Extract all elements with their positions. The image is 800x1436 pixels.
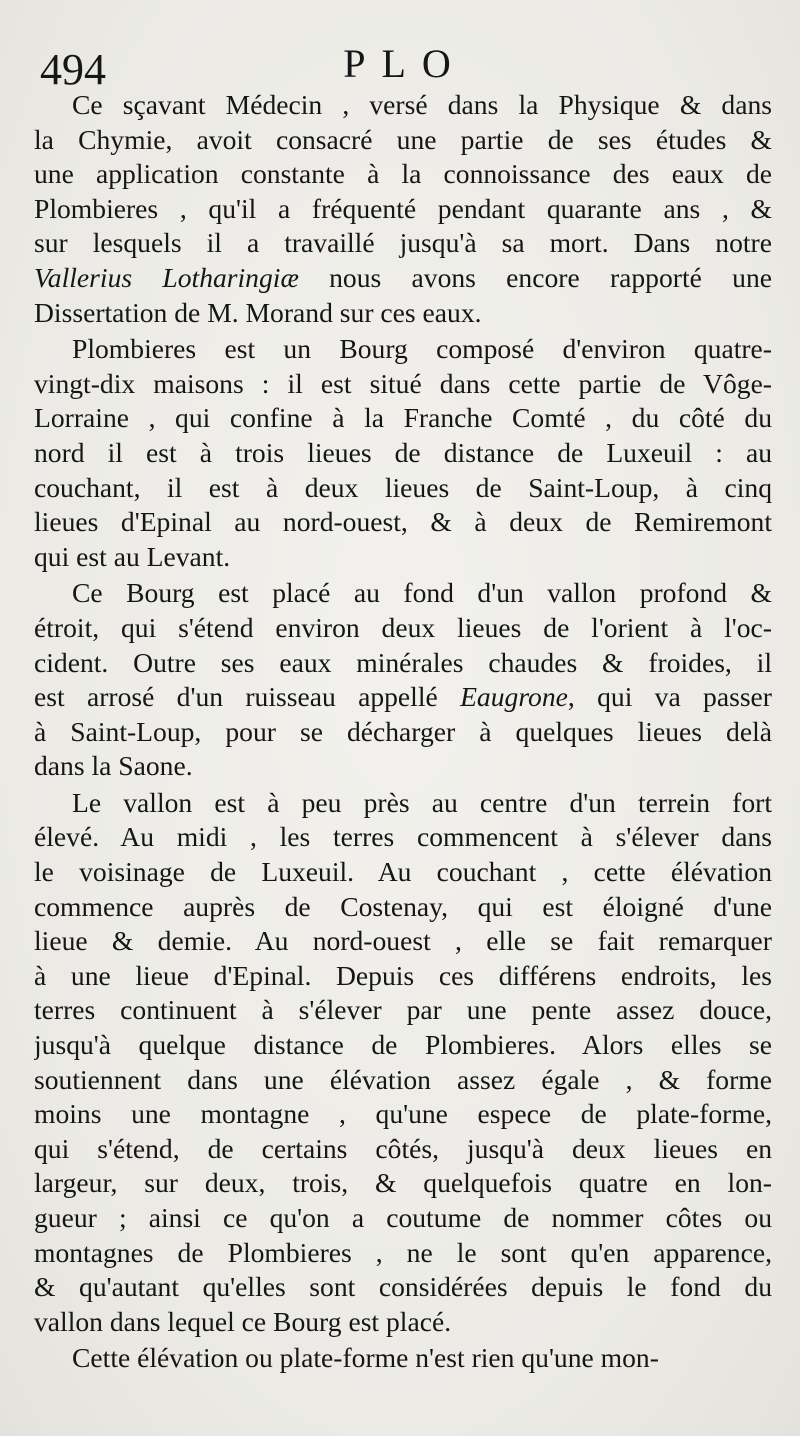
text-run: dans la Saone.	[34, 750, 193, 782]
text-line	[34, 296, 772, 331]
text-line	[34, 471, 772, 506]
text-line	[34, 576, 772, 611]
text-line	[34, 715, 772, 750]
text-run: Dissertation de M. Morand sur ces eaux.	[34, 296, 482, 328]
text-run: nord il est à trois lieues de distance de Luxeuil : au	[34, 436, 772, 468]
text-line	[34, 611, 772, 646]
text-line	[34, 332, 772, 367]
text-run: lieues d'Epinal au nord-ouest, & à deux de Remiremont	[34, 506, 772, 538]
text-line	[34, 401, 772, 436]
text-line	[34, 1270, 772, 1305]
text-line	[34, 88, 772, 123]
text-run: vingt-dix maisons : il est situé dans cette partie de Vôge-	[34, 367, 772, 399]
text-run: soutiennent dans une élévation assez égale , & forme	[34, 1063, 772, 1095]
text-run: à une lieue d'Epinal. Depuis ces différens endroits, les	[34, 959, 772, 991]
running-head: PLO	[343, 41, 467, 86]
text-line	[34, 540, 772, 575]
text-run: jusqu'à quelque distance de Plombieres. Alors elles se	[34, 1029, 772, 1061]
text-run: Ce sçavant Médecin , versé dans la Physique & dans	[72, 89, 772, 120]
page-number: 494	[40, 45, 106, 94]
text-run: élevé. Au midi , les terres commencent à s'élever dans	[34, 821, 772, 853]
text-run: nous avons encore rapporté une	[298, 261, 772, 293]
text-line	[34, 820, 772, 855]
text-line	[34, 505, 772, 540]
text-run: sur lesquels il a travaillé jusqu'à sa mort. Dans notre	[34, 227, 772, 259]
text-line	[34, 890, 772, 925]
text-line	[34, 1063, 772, 1098]
text-run: qui est au Levant.	[34, 540, 231, 572]
text-run: étroit, qui s'étend environ deux lieues de l'orient à l'oc-	[34, 611, 772, 643]
text-run: Cette élévation ou plate-forme n'est rien qu'une mon-	[72, 1342, 659, 1374]
text-line	[34, 226, 772, 261]
paragraph	[34, 786, 772, 1340]
text-run: qui s'étend, de certains côtés, jusqu'à deux lieues en	[34, 1132, 772, 1164]
text-line	[34, 123, 772, 158]
italic-text: Vallerius Lotharingiæ	[34, 261, 299, 293]
italic-text: Eaugrone	[460, 681, 568, 713]
text-line	[34, 1341, 772, 1376]
text-run: largeur, sur deux, trois, & quelquefois quatre en lon-	[34, 1167, 772, 1199]
text-run: commence auprès de Costenay, qui est éloigné d'une	[34, 890, 772, 922]
text-run: Le vallon est à peu près au centre d'un terrein fort	[72, 786, 772, 818]
text-line	[34, 1028, 772, 1063]
text-line	[34, 367, 772, 402]
text-line	[34, 261, 772, 296]
text-run: montagnes de Plombieres , ne le sont qu'en apparence,	[34, 1236, 772, 1268]
text-line	[34, 993, 772, 1028]
text-line	[34, 1097, 772, 1132]
text-run: , qui va passer	[567, 681, 772, 713]
text-line	[34, 192, 772, 227]
text-line	[34, 786, 772, 821]
text-line	[34, 924, 772, 959]
text-run: moins une montagne , qu'une espece de plate-forme,	[34, 1098, 772, 1130]
text-run: le voisinage de Luxeuil. Au couchant , cette élévation	[34, 856, 772, 888]
text-line	[34, 680, 772, 715]
text-run: est arrosé d'un ruisseau appellé	[34, 681, 461, 713]
paragraph	[34, 576, 772, 784]
text-line	[34, 646, 772, 681]
text-line	[34, 959, 772, 994]
text-run: Plombieres est un Bourg composé d'environ quatre-	[72, 333, 772, 365]
text-run: cident. Outre ses eaux minérales chaudes & froides, il	[34, 646, 772, 678]
text-line	[34, 1166, 772, 1201]
text-run: Plombieres , qu'il a fréquenté pendant quarante ans , &	[34, 192, 772, 224]
text-line	[34, 1305, 772, 1340]
text-line	[34, 1236, 772, 1271]
text-line	[34, 436, 772, 471]
text-line	[34, 157, 772, 192]
text-run: couchant, il est à deux lieues de Saint-Loup, à cinq	[34, 471, 772, 503]
text-run: lieue & demie. Au nord-ouest , elle se fait remarquer	[34, 925, 772, 957]
paragraph	[34, 332, 772, 574]
text-run: terres continuent à s'élever par une pente assez douce,	[34, 994, 772, 1026]
text-line	[34, 749, 772, 784]
text-line	[34, 855, 772, 890]
text-run: gueur ; ainsi ce qu'on a coutume de nommer côtes ou	[34, 1202, 772, 1233]
text-line	[34, 1132, 772, 1167]
text-run: à Saint-Loup, pour se décharger à quelques lieues delà	[34, 715, 772, 747]
text-run: Ce Bourg est placé au fond d'un vallon profond &	[72, 577, 772, 609]
paragraph	[34, 1341, 772, 1376]
text-run: vallon dans lequel ce Bourg est placé.	[34, 1305, 452, 1337]
body-text	[34, 88, 772, 1376]
text-run: & qu'autant qu'elles sont considérées depuis le fond du	[34, 1271, 772, 1303]
paragraph	[34, 88, 772, 330]
text-line	[34, 1201, 772, 1236]
text-run: la Chymie, avoit consacré une partie de ses études &	[34, 123, 772, 155]
text-run: Lorraine , qui confine à la Franche Comté , du côté du	[34, 402, 772, 434]
text-run: une application constante à la connoissance des eaux de	[34, 158, 772, 190]
